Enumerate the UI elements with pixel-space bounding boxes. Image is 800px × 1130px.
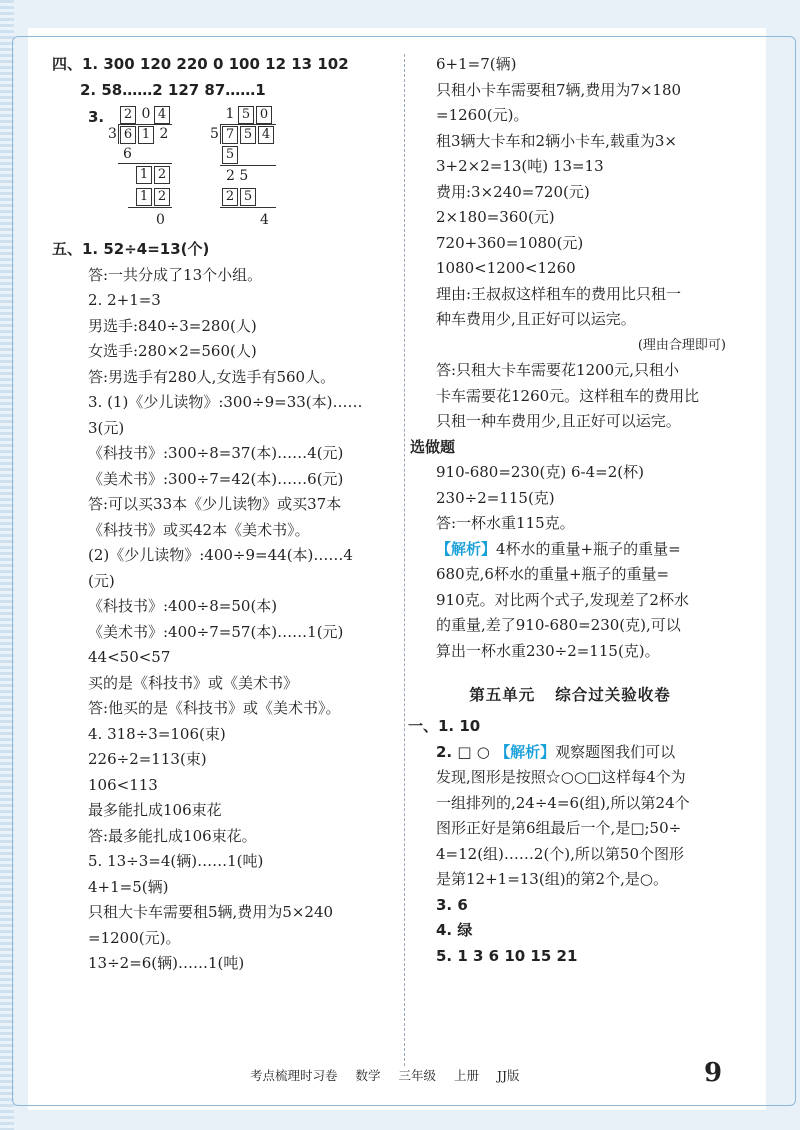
analysis-line: 图形正好是第6组最后一个,是□;50÷ xyxy=(436,819,682,837)
remainder-1: 0 xyxy=(156,212,165,228)
analysis-tag: 【解析】 xyxy=(495,742,556,761)
answer-line: 1080<1200<1260 xyxy=(436,259,576,277)
analysis-line xyxy=(414,537,726,563)
division-diagrams xyxy=(58,103,394,233)
analysis-line: 4=12(组)……2(个),所以第50个图形 xyxy=(436,844,685,863)
step-digit: 1 xyxy=(136,166,152,184)
analysis-line: 680克,6杯水的重量+瓶子的重量= xyxy=(436,565,670,583)
answer-line: 只租小卡车需要租7辆,费用为7×180 xyxy=(436,80,682,99)
column-divider xyxy=(404,54,405,1066)
step-digit: 2 xyxy=(154,188,170,206)
answer-line: 106<113 xyxy=(88,775,158,794)
answer-line: 5. 13÷3=4(辆)……1(吨) xyxy=(88,852,264,870)
unit-title-a: 第五单元 xyxy=(469,686,536,704)
footer-edition: JJ版 xyxy=(497,1068,520,1083)
remainder-2: 4 xyxy=(260,212,269,228)
q2-line xyxy=(414,740,726,766)
quotient-2 xyxy=(222,105,274,123)
answer-line: (元) xyxy=(88,571,115,590)
dividend-digit: 7 xyxy=(222,126,238,144)
answer-line: 2. 2+1=3 xyxy=(88,291,161,309)
analysis-line: 算出一杯水重230÷2=115(克)。 xyxy=(436,641,660,660)
answer-line: 3(元) xyxy=(88,418,125,437)
step-digit: 2 xyxy=(154,166,170,184)
answer-line: 答:最多能扎成106束花。 xyxy=(88,826,257,845)
step-3 xyxy=(136,187,172,205)
answer-line: 答:他买的是《科技书》或《美术书》。 xyxy=(88,699,341,717)
reason-note: (理由合理即可) xyxy=(637,337,726,353)
step-1 xyxy=(222,145,240,163)
step-digit: 5 xyxy=(222,146,238,164)
answer-line: 答:男选手有280人,女选手有560人。 xyxy=(88,367,336,386)
answer-line: 3. (1)《少儿读物》:300÷9=33(本)…… xyxy=(88,393,363,411)
answer-line: 理由:王叔叔这样租车的费用比只租一 xyxy=(436,284,682,303)
answer-line: 种车费用少,且正好可以运完。 xyxy=(436,310,636,328)
left-column xyxy=(52,52,394,977)
optional-section-title: 选做题 xyxy=(410,437,456,456)
binding-edge xyxy=(0,0,14,1130)
answer-line: 《科技书》:300÷8=37(本)……4(元) xyxy=(88,444,344,462)
answer-line: 租3辆大卡车和2辆小卡车,载重为3× xyxy=(436,131,677,150)
q4-line-1: 四、1. 300 120 220 0 100 12 13 102 xyxy=(52,55,349,73)
step-line xyxy=(220,207,276,208)
step-2 xyxy=(136,165,172,183)
answer-line: 13÷2=6(辆)……1(吨) xyxy=(88,954,245,972)
answer-line: 五、1. 52÷4=13(个) xyxy=(52,240,210,258)
quotient-digit: 5 xyxy=(238,106,254,124)
answer-line: =1260(元)。 xyxy=(436,106,529,124)
answer-line: 《科技书》或买42本《美术书》。 xyxy=(88,520,310,539)
answer-line: 4+1=5(辆) xyxy=(88,877,169,896)
step-line xyxy=(118,163,172,164)
answer-line: 910-680=230(克) 6-4=2(杯) xyxy=(436,463,644,481)
answer-line: =1200(元)。 xyxy=(88,928,181,947)
answer-line: 《科技书》:400÷8=50(本) xyxy=(88,597,278,615)
analysis-line: 一组排列的,24÷4=6(组),所以第24个 xyxy=(436,793,690,812)
answer-line: 3+2×2=13(吨) 13=13 xyxy=(436,157,604,175)
answer-line: 只租大卡车需要租5辆,费用为5×240 xyxy=(88,903,334,921)
answer-line: 最多能扎成106束花 xyxy=(88,801,222,819)
dividend-digit: 2 xyxy=(159,126,169,142)
footer-series: 考点梳理时习卷 xyxy=(250,1068,338,1083)
answer-line: 《美术书》:400÷7=57(本)……1(元) xyxy=(88,622,344,641)
answer-line: 5. 1 3 6 10 15 21 xyxy=(436,946,578,965)
quotient-digit: 0 xyxy=(256,106,272,124)
quotient-digit: 2 xyxy=(120,106,136,124)
dividend-digit: 1 xyxy=(138,126,154,144)
q2-rest: 观察题图我们可以 xyxy=(555,742,676,761)
q4-line-2: 2. 58……2 127 87……1 xyxy=(80,80,266,99)
answer-line: 费用:3×240=720(元) xyxy=(436,182,590,201)
step-3 xyxy=(222,187,258,205)
step-digit: 1 xyxy=(136,188,152,206)
footer-term: 上册 xyxy=(454,1068,480,1083)
step-2: 2 5 xyxy=(226,168,249,184)
answer-line: 720+360=1080(元) xyxy=(436,233,584,252)
answer-line: 6+1=7(辆) xyxy=(436,55,517,73)
page-footer xyxy=(250,1066,710,1084)
division-bracket xyxy=(220,124,221,144)
answer-line: 男选手:840÷3=280(人) xyxy=(88,316,257,335)
division-bracket xyxy=(118,124,119,144)
analysis-tag: 【解析】 xyxy=(436,539,497,558)
footer-subject: 数学 xyxy=(355,1068,381,1083)
answer-line: 答:只租大卡车需要花1200元,只租小 xyxy=(436,361,679,379)
q2-prefix: 2. □ ○ xyxy=(436,742,496,761)
footer-grade: 三年级 xyxy=(398,1068,437,1083)
answer-line: 答:一杯水重115克。 xyxy=(436,514,575,532)
quotient-digit: 4 xyxy=(154,106,170,124)
dividend-2 xyxy=(222,125,276,143)
step-digit: 5 xyxy=(240,188,256,206)
step-digit: 2 xyxy=(222,188,238,206)
dividend-digit: 6 xyxy=(120,126,136,144)
quotient-digit: 0 xyxy=(141,106,151,122)
answer-line: 卡车需要花1260元。这样租车的费用比 xyxy=(436,386,700,405)
answer-line: 230÷2=115(克) xyxy=(436,488,555,507)
answer-line: 一、1. 10 xyxy=(408,717,481,735)
answer-line: 3. 6 xyxy=(436,895,468,914)
answer-line: 4. 绿 xyxy=(436,921,473,939)
step-line xyxy=(220,165,276,166)
analysis-text: 4杯水的重量+瓶子的重量= xyxy=(496,539,681,558)
dividend-1 xyxy=(120,125,172,143)
answer-line: 答:一共分成了13个小组。 xyxy=(88,265,263,284)
step-1: 6 xyxy=(123,146,132,162)
quotient-digit: 1 xyxy=(225,106,235,122)
dividend-digit: 5 xyxy=(240,126,256,144)
answer-line: 2×180=360(元) xyxy=(436,208,555,226)
answer-line: 4. 318÷3=106(束) xyxy=(88,724,226,743)
step-line xyxy=(128,207,172,208)
answer-line: 226÷2=113(束) xyxy=(88,750,207,768)
dividend-digit: 4 xyxy=(258,126,274,144)
divisor-2: 5 xyxy=(210,126,219,142)
analysis-line: 是第12+1=13(组)的第2个,是○。 xyxy=(436,870,668,888)
right-column xyxy=(408,52,726,969)
answer-line: 女选手:280×2=560(人) xyxy=(88,342,257,360)
analysis-line: 发现,图形是按照☆○○□这样每4个为 xyxy=(436,768,686,786)
answer-line: 只租一种车费用少,且正好可以运完。 xyxy=(436,412,681,430)
answer-line: (2)《少儿读物》:400÷9=44(本)……4 xyxy=(88,546,353,564)
answer-line: 44<50<57 xyxy=(88,648,171,666)
page-number: 9 xyxy=(704,1058,723,1088)
divisor-1: 3 xyxy=(108,126,117,142)
answer-line: 答:可以买33本《少儿读物》或买37本 xyxy=(88,495,342,513)
analysis-line: 910克。对比两个式子,发现差了2杯水 xyxy=(436,590,689,609)
answer-line: 《美术书》:300÷7=42(本)……6(元) xyxy=(88,469,344,488)
unit-title-b: 综合过关验收卷 xyxy=(555,686,671,704)
q4-3-label: 3. xyxy=(88,108,105,126)
quotient-1 xyxy=(120,105,172,123)
answer-line: 买的是《科技书》或《美术书》 xyxy=(88,673,299,692)
unit-title xyxy=(414,682,726,708)
analysis-line: 的重量,差了910-680=230(克),可以 xyxy=(436,616,681,634)
